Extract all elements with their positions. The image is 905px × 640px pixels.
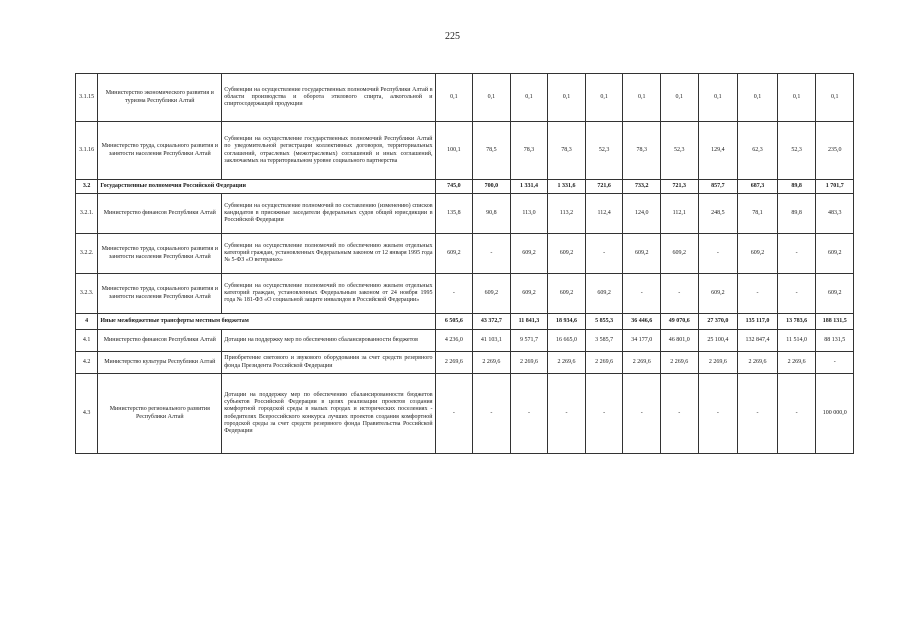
organization-cell: Министерство труда, социального развития и занятости населения Республики Алтай — [98, 234, 222, 274]
value-cell: - — [623, 274, 661, 314]
value-cell: - — [623, 374, 661, 454]
value-cell: 2 269,6 — [738, 352, 778, 374]
row-code: 4.2 — [76, 352, 98, 374]
value-cell: 11 841,3 — [510, 314, 548, 330]
value-cell: 34 177,0 — [623, 330, 661, 352]
value-cell: 0,1 — [473, 74, 511, 122]
value-cell: 2 269,6 — [698, 352, 738, 374]
value-cell: 609,2 — [548, 234, 586, 274]
value-cell: 43 372,7 — [473, 314, 511, 330]
value-cell: 609,2 — [698, 274, 738, 314]
value-cell: 49 070,6 — [661, 314, 699, 330]
value-cell: - — [777, 374, 816, 454]
table-body — [76, 74, 854, 454]
value-cell: 0,1 — [816, 74, 854, 122]
table-row — [76, 74, 854, 122]
value-cell: 721,3 — [661, 180, 699, 194]
section-title: Государственные полномочия Российской Федерации — [98, 180, 435, 194]
value-cell: - — [473, 234, 511, 274]
value-cell: 0,1 — [661, 74, 699, 122]
value-cell: - — [510, 374, 548, 454]
value-cell: - — [473, 374, 511, 454]
value-cell: 89,8 — [777, 194, 816, 234]
value-cell: 46 801,0 — [661, 330, 699, 352]
value-cell: 1 331,6 — [548, 180, 586, 194]
row-code: 3.2.2. — [76, 234, 98, 274]
value-cell: 609,2 — [816, 274, 854, 314]
row-code: 3.2.3. — [76, 274, 98, 314]
value-cell: 78,3 — [548, 122, 586, 180]
value-cell: 248,5 — [698, 194, 738, 234]
value-cell: 609,2 — [548, 274, 586, 314]
value-cell: 609,2 — [661, 234, 699, 274]
value-cell: 13 783,6 — [777, 314, 816, 330]
value-cell: 3 585,7 — [585, 330, 623, 352]
value-cell: 2 269,6 — [661, 352, 699, 374]
value-cell: 609,2 — [816, 234, 854, 274]
description-cell: Субвенции на осуществление полномочий по обеспечению жильем отдельных категорий граждан, установленных Федеральным законом от 24 ноября 1995 года № 181-ФЗ «О социальной защите инвалидов в Российской Федерации» — [222, 274, 435, 314]
value-cell: 90,8 — [473, 194, 511, 234]
value-cell: 0,1 — [777, 74, 816, 122]
value-cell: - — [738, 374, 778, 454]
value-cell: 609,2 — [473, 274, 511, 314]
value-cell: - — [585, 234, 623, 274]
value-cell: 78,1 — [738, 194, 778, 234]
value-cell: 2 269,6 — [435, 352, 473, 374]
value-cell: - — [435, 374, 473, 454]
value-cell: 733,2 — [623, 180, 661, 194]
table-row — [76, 122, 854, 180]
value-cell: 2 269,6 — [548, 352, 586, 374]
value-cell: 1 331,4 — [510, 180, 548, 194]
value-cell: 609,2 — [510, 234, 548, 274]
description-cell: Субвенции на осуществление полномочий по обеспечению жильем отдельных категорий граждан, установленных Федеральным законом от 12 января 1995 года № 5-ФЗ «О ветеранах» — [222, 234, 435, 274]
organization-cell: Министерство финансов Республики Алтай — [98, 194, 222, 234]
value-cell: 609,2 — [738, 234, 778, 274]
value-cell: 52,3 — [585, 122, 623, 180]
value-cell: 78,3 — [623, 122, 661, 180]
value-cell: 16 665,0 — [548, 330, 586, 352]
value-cell: - — [661, 274, 699, 314]
row-code: 3.2.1. — [76, 194, 98, 234]
row-code: 3.1.16 — [76, 122, 98, 180]
value-cell: 129,4 — [698, 122, 738, 180]
value-cell: 27 370,0 — [698, 314, 738, 330]
value-cell: 78,3 — [510, 122, 548, 180]
value-cell: 6 505,6 — [435, 314, 473, 330]
description-cell: Приобретение светового и звукового оборудования за счет средств резервного фонда Президента Российской Федерации — [222, 352, 435, 374]
table-row — [76, 194, 854, 234]
value-cell: 745,0 — [435, 180, 473, 194]
value-cell: 25 100,4 — [698, 330, 738, 352]
table-row — [76, 274, 854, 314]
value-cell: 609,2 — [623, 234, 661, 274]
value-cell: 100,1 — [435, 122, 473, 180]
value-cell: 609,2 — [435, 234, 473, 274]
value-cell: 609,2 — [510, 274, 548, 314]
value-cell: - — [585, 374, 623, 454]
value-cell: 62,3 — [738, 122, 778, 180]
value-cell: - — [435, 274, 473, 314]
value-cell: 89,8 — [777, 180, 816, 194]
value-cell: 100 000,0 — [816, 374, 854, 454]
value-cell: 2 269,6 — [623, 352, 661, 374]
section-title: Иные межбюджетные трансферты местным бюджетам — [98, 314, 435, 330]
value-cell: - — [661, 374, 699, 454]
value-cell: 41 103,1 — [473, 330, 511, 352]
table-row — [76, 374, 854, 454]
value-cell: 0,1 — [623, 74, 661, 122]
value-cell: 0,1 — [548, 74, 586, 122]
table-row — [76, 330, 854, 352]
value-cell: 1 701,7 — [816, 180, 854, 194]
value-cell: 188 131,5 — [816, 314, 854, 330]
value-cell: 36 446,6 — [623, 314, 661, 330]
description-cell: Дотации на поддержку мер по обеспечению сбалансированности бюджетов субъектов Российской Федерации в целях реализации проектов создания комфортной городской среды в малых городах и исторических поселениях - победителях Всероссийского конкурса лучших проектов создания комфортной городской среды за счет средств резервного фонда Правительства Российской Федерации — [222, 374, 435, 454]
description-cell: Субвенции на осуществление полномочий по составлению (изменению) списков кандидатов в присяжные заседатели федеральных судов общей юрисдикции в Российской Федерации — [222, 194, 435, 234]
table-row — [76, 352, 854, 374]
value-cell: - — [816, 352, 854, 374]
value-cell: 235,0 — [816, 122, 854, 180]
value-cell: 113,2 — [548, 194, 586, 234]
value-cell: 78,5 — [473, 122, 511, 180]
value-cell: 52,3 — [661, 122, 699, 180]
row-code: 4.1 — [76, 330, 98, 352]
description-cell: Субвенции на осуществление государственных полномочий Республики Алтай в области производства и оборота этилового спирта, алкогольной и спиртосодержащей продукции — [222, 74, 435, 122]
row-code: 3.2 — [76, 180, 98, 194]
value-cell: 52,3 — [777, 122, 816, 180]
value-cell: 483,3 — [816, 194, 854, 234]
value-cell: 88 131,5 — [816, 330, 854, 352]
value-cell: 2 269,6 — [473, 352, 511, 374]
value-cell: 9 571,7 — [510, 330, 548, 352]
value-cell: 0,1 — [585, 74, 623, 122]
organization-cell: Министерство финансов Республики Алтай — [98, 330, 222, 352]
value-cell: 112,4 — [585, 194, 623, 234]
value-cell: 112,1 — [661, 194, 699, 234]
description-cell: Дотации на поддержку мер по обеспечению сбалансированности бюджетов — [222, 330, 435, 352]
value-cell: - — [738, 274, 778, 314]
value-cell: - — [777, 274, 816, 314]
budget-table — [75, 73, 854, 454]
value-cell: 113,0 — [510, 194, 548, 234]
value-cell: 135,8 — [435, 194, 473, 234]
value-cell: 0,1 — [738, 74, 778, 122]
value-cell: 0,1 — [435, 74, 473, 122]
value-cell: - — [698, 374, 738, 454]
value-cell: - — [777, 234, 816, 274]
value-cell: 857,7 — [698, 180, 738, 194]
organization-cell: Министерство труда, социального развития и занятости населения Республики Алтай — [98, 274, 222, 314]
value-cell: 700,0 — [473, 180, 511, 194]
value-cell: 0,1 — [698, 74, 738, 122]
organization-cell: Министерство экономического развития и туризма Республики Алтай — [98, 74, 222, 122]
organization-cell: Министерство регионального развития Республики Алтай — [98, 374, 222, 454]
value-cell: 135 117,0 — [738, 314, 778, 330]
organization-cell: Министерство труда, социального развития и занятости населения Республики Алтай — [98, 122, 222, 180]
row-code: 3.1.15 — [76, 74, 98, 122]
value-cell: 609,2 — [585, 274, 623, 314]
value-cell: - — [548, 374, 586, 454]
value-cell: 4 236,0 — [435, 330, 473, 352]
value-cell: 5 855,3 — [585, 314, 623, 330]
value-cell: 2 269,6 — [777, 352, 816, 374]
value-cell: 687,3 — [738, 180, 778, 194]
row-code: 4.3 — [76, 374, 98, 454]
value-cell: - — [698, 234, 738, 274]
value-cell: 132 847,4 — [738, 330, 778, 352]
page-number: 225 — [445, 31, 460, 42]
value-cell: 721,6 — [585, 180, 623, 194]
section-row — [76, 180, 854, 194]
section-row — [76, 314, 854, 330]
table-row — [76, 234, 854, 274]
description-cell: Субвенции на осуществление государственных полномочий Республики Алтай по уведомительной регистрации коллективных договоров, территориальных соглашений, отраслевых (межотраслевых) соглашений и иных соглашений, заключаемых на территориальном уровне социального партнерства — [222, 122, 435, 180]
value-cell: 0,1 — [510, 74, 548, 122]
organization-cell: Министерство культуры Республики Алтай — [98, 352, 222, 374]
value-cell: 11 514,0 — [777, 330, 816, 352]
value-cell: 2 269,6 — [585, 352, 623, 374]
value-cell: 124,0 — [623, 194, 661, 234]
value-cell: 18 934,6 — [548, 314, 586, 330]
row-code: 4 — [76, 314, 98, 330]
value-cell: 2 269,6 — [510, 352, 548, 374]
